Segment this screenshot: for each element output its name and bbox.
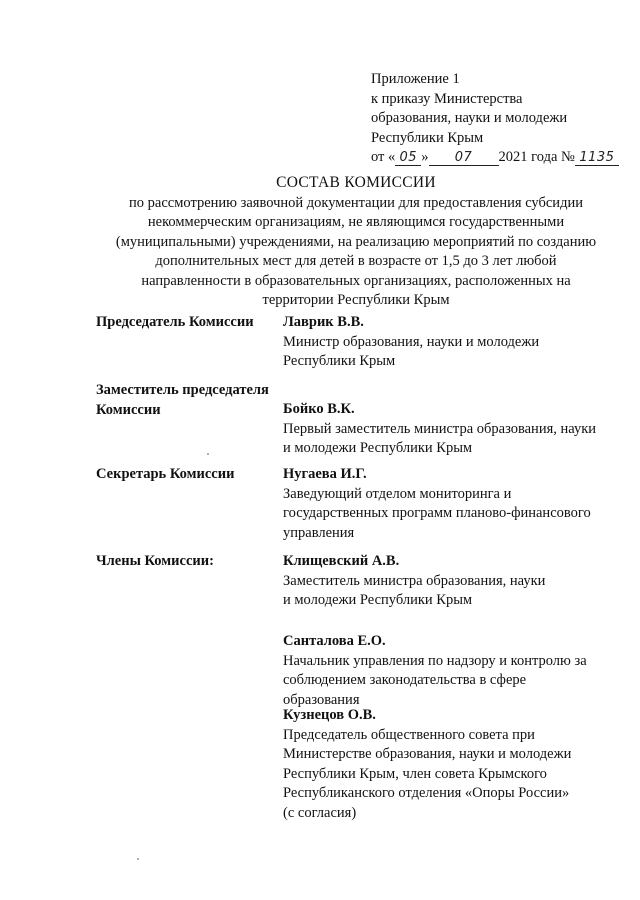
- role-secretary: Секретарь Комиссии: [96, 466, 235, 482]
- subtitle-line: (муниципальными) учреждениями, на реализацию мероприятий по созданию: [115, 233, 597, 250]
- commission-title-block: [96, 173, 616, 311]
- subtitle-line: по рассмотрению заявочной документации для предоставления субсидии: [129, 194, 583, 211]
- appendix-line-1: Приложение 1: [371, 71, 460, 87]
- scan-speck: [207, 453, 209, 455]
- date-month: 07: [429, 148, 499, 166]
- member-name: Бойко В.К.: [283, 401, 355, 417]
- scan-speck: [137, 858, 139, 860]
- role-chairman: Председатель Комиссии: [96, 314, 254, 330]
- role-members: Члены Комиссии:: [96, 553, 214, 569]
- member-position-line: и молодежи Республики Крым: [283, 440, 473, 456]
- member-deputy: [283, 400, 623, 459]
- member-name: Нугаева И.Г.: [283, 466, 367, 482]
- member-1: [283, 552, 623, 611]
- appendix-date-line: [371, 148, 631, 168]
- member-name: Клищевский А.В.: [283, 553, 400, 569]
- member-position-line: Министр образования, науки и молодежи: [283, 333, 540, 350]
- member-position-line: Заместитель министра образования, науки: [283, 572, 546, 589]
- member-position-line: Начальник управления по надзору и контролю за: [283, 652, 587, 669]
- member-name: Лаврик В.В.: [283, 314, 364, 330]
- appendix-line-3: образования, науки и молодежи: [371, 110, 568, 126]
- member-position-line: Республики Крым: [283, 353, 396, 369]
- member-position-line: Заведующий отделом мониторинга и: [283, 485, 512, 502]
- member-position-line: Министерстве образования, науки и молодежи: [283, 746, 572, 762]
- role-deputy-line-1: Заместитель председателя: [96, 382, 269, 398]
- member-position-line: Первый заместитель министра образования, науки: [283, 420, 597, 437]
- member-position-line: Республиканского отделения «Опоры России»: [283, 785, 570, 801]
- member-position-line: Председатель общественного совета при: [283, 726, 535, 743]
- member-3: [283, 706, 623, 823]
- appendix-header: [371, 70, 631, 168]
- member-chairman: [283, 313, 623, 372]
- subtitle-line: территории Республики Крым: [262, 292, 450, 308]
- role-deputy-line-2: Комиссии: [96, 401, 161, 418]
- page-title: СОСТАВ КОМИССИИ: [276, 174, 436, 191]
- role-deputy: [96, 381, 281, 420]
- date-prefix: от «: [371, 149, 396, 165]
- member-position-line: (с согласия): [283, 804, 357, 821]
- subtitle-line: направленности в образовательных организациях, расположенных на: [141, 272, 571, 289]
- member-position-line: государственных программ планово-финансового: [283, 505, 591, 521]
- subtitle-line: дополнительных мест для детей в возрасте от 1,5 до 3 лет любой: [155, 253, 557, 269]
- date-close: »: [421, 149, 429, 165]
- date-year-text: 2021 года №: [498, 149, 575, 165]
- member-position-line: и молодежи Республики Крым: [283, 592, 473, 608]
- member-secretary: [283, 465, 623, 543]
- member-2: [283, 632, 623, 710]
- member-name: Кузнецов О.В.: [283, 707, 376, 723]
- member-position-line: управления: [283, 524, 355, 541]
- member-position-line: соблюдением законодательства в сфере: [283, 672, 527, 688]
- date-day: 05: [395, 148, 421, 166]
- member-position-line: Республики Крым, член совета Крымского: [283, 765, 547, 782]
- subtitle-line: некоммерческим организациям, не являющимся государственными: [147, 214, 565, 230]
- member-position-line: образования: [283, 691, 360, 708]
- member-name: Санталова Е.О.: [283, 633, 386, 649]
- order-number: 1135: [575, 148, 619, 166]
- appendix-line-4: Республики Крым: [371, 129, 484, 146]
- appendix-line-2: к приказу Министерства: [371, 90, 523, 107]
